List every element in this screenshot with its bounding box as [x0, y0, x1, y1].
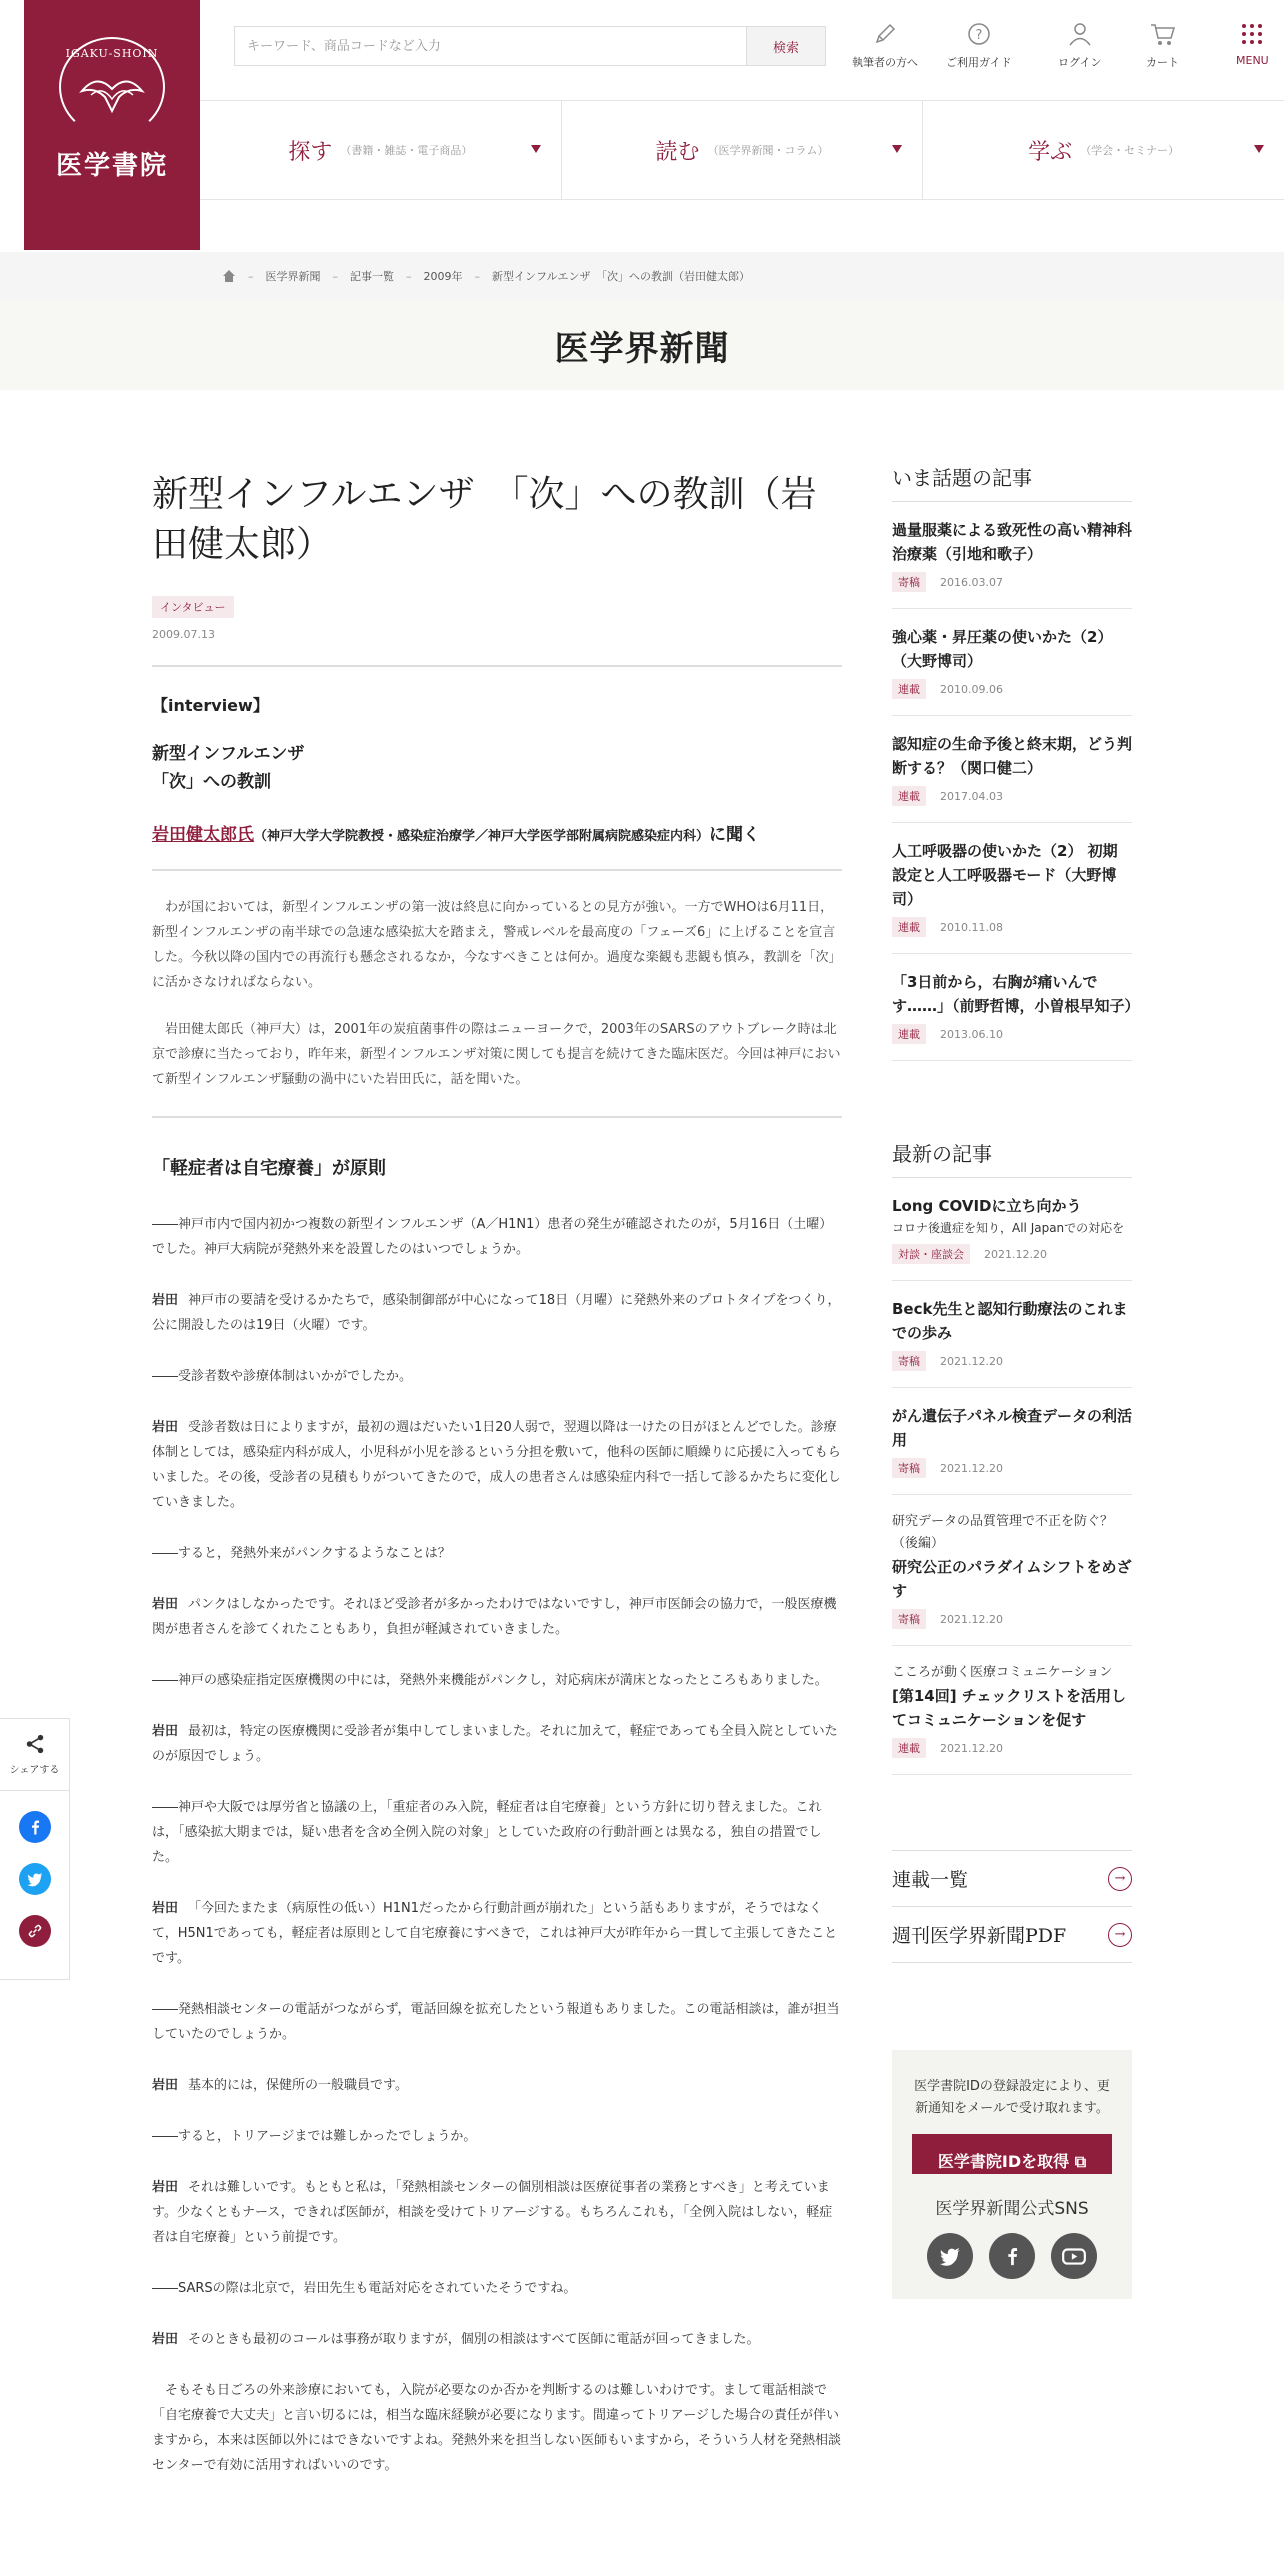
- speaker-label: 岩田: [152, 2332, 179, 2347]
- card-meta: [892, 679, 1132, 699]
- card-date: 2021.12.20: [940, 1461, 1003, 1475]
- speaker-label: 岩田: [152, 2078, 179, 2093]
- card-category: 連載: [892, 917, 926, 937]
- home-icon[interactable]: [222, 269, 236, 283]
- speaker-label: 岩田: [152, 1293, 179, 1308]
- question-paragraph: [152, 1364, 842, 1389]
- card-title: がん遺伝子パネル検査データの利活用: [892, 1407, 1133, 1449]
- card-category: 寄稿: [892, 1351, 926, 1371]
- article-subtitle-line: 「次」への教訓: [152, 772, 271, 792]
- article-subtitle-line: 新型インフルエンザ: [152, 744, 305, 764]
- card-category: 寄稿: [892, 1458, 926, 1478]
- paragraph-text: 神戸市の要請を受けるかたちで，感染制御部が中心になって18日（月曜）に発熱外来のプロトタイプをつくり，公に開設したのは19日（火曜）です。: [152, 1293, 841, 1333]
- question-paragraph: [152, 2124, 842, 2149]
- nav-search[interactable]: [200, 101, 562, 199]
- nav-search-label: 探す: [288, 139, 333, 165]
- body-paragraph: そもそも日ごろの外来診療においても，入院が必要なのか否かを判断するのは難しいわけです。まして電話相談で「自宅療養で大丈夫」と言い切るには，相当な臨床経験が必要になります。間違ってトリアージした場合の責任が伴いますから，本来は医師以外にはできないですよね。発熱外来を担当しない医師もいますから，そういう人材を発熱相談センターで有効に活用すればいいのです。: [152, 2383, 842, 2473]
- login-label: ログイン: [1058, 56, 1102, 69]
- answer-paragraph: [152, 2327, 842, 2352]
- answer-paragraph: [152, 2073, 842, 2098]
- answer-paragraph: [152, 1288, 842, 1338]
- svg-text:?: ?: [975, 28, 983, 43]
- logo-name: 医学書院: [55, 151, 168, 181]
- menu-button[interactable]: [1236, 20, 1269, 67]
- popular-heading: いま話題の記事: [892, 462, 1132, 502]
- card-date: 2021.12.20: [940, 1612, 1003, 1626]
- search-input[interactable]: [234, 26, 746, 66]
- guide-link[interactable]: [946, 20, 1012, 70]
- speaker-label: 岩田: [152, 2180, 179, 2195]
- card-date: 2010.11.08: [940, 920, 1003, 934]
- breadcrumb-item[interactable]: 2009年: [423, 270, 463, 283]
- site-logo[interactable]: [24, 0, 200, 250]
- article-card[interactable]: [892, 609, 1132, 716]
- card-date: 2016.03.07: [940, 575, 1003, 589]
- help-icon: [965, 20, 993, 48]
- card-meta: [892, 1609, 1132, 1629]
- section-band: [0, 300, 1284, 390]
- id-promo-text: 医学書院IDの登録設定により、更新通知をメールで受け取れます。: [914, 2079, 1110, 2116]
- breadcrumb-item[interactable]: 記事一覧: [350, 270, 394, 283]
- paragraph-text: そのときも最初のコールは事務が取りますが，個別の相談はすべて医師に電話が回ってきました。: [188, 2332, 760, 2347]
- card-date: 2013.06.10: [940, 1027, 1003, 1041]
- nav-learn-label: 学ぶ: [1028, 139, 1073, 165]
- sidebar-latest: [892, 1138, 1132, 1775]
- article-title: 新型インフルエンザ 「次」への教訓（岩田健太郎）: [152, 474, 817, 565]
- article-card[interactable]: [892, 1178, 1132, 1281]
- twitter-icon[interactable]: [927, 2233, 973, 2279]
- card-title: Beck先生と認知行動療法のこれまでの歩み: [892, 1300, 1128, 1342]
- series-list-label: 連載一覧: [892, 1869, 969, 1891]
- guide-label: ご利用ガイド: [946, 56, 1012, 69]
- copy-link-icon[interactable]: [19, 1915, 51, 1947]
- arrow-right-icon: →: [1108, 1867, 1132, 1891]
- article-tag[interactable]: インタビュー: [152, 596, 234, 618]
- nav-learn-sub: （学会・セミナー）: [1080, 144, 1180, 157]
- menu-label: MENU: [1236, 54, 1269, 67]
- card-title: Long COVIDに立ち向かう: [892, 1197, 1082, 1215]
- latest-heading: 最新の記事: [892, 1138, 1132, 1178]
- card-title: 過量服薬による致死性の高い精神科治療薬（引地和歌子）: [892, 521, 1133, 563]
- card-meta: [892, 1351, 1132, 1371]
- nav-read[interactable]: [562, 101, 924, 199]
- card-meta: [892, 917, 1132, 937]
- card-date: 2017.04.03: [940, 789, 1003, 803]
- article-body: [152, 1212, 842, 2352]
- pdf-label: 週刊医学界新聞PDF: [892, 1925, 1067, 1947]
- question-paragraph: [152, 1795, 842, 1870]
- card-series: こころが動く医療コミュニケーション: [892, 1665, 1113, 1680]
- paragraph-text: 最初は，特定の医療機関に受診者が集中してしまいました。それに加えて，軽症であっても全員入院としていたのが原因でしょう。: [152, 1724, 838, 1764]
- pdf-link[interactable]: [892, 1906, 1132, 1963]
- article-card[interactable]: [892, 1646, 1132, 1775]
- pen-icon: [871, 20, 899, 48]
- cart-icon: [1149, 20, 1177, 48]
- card-category: 連載: [892, 1738, 926, 1758]
- card-meta: [892, 1244, 1132, 1264]
- nav-read-sub: （医学界新聞・コラム）: [707, 144, 829, 157]
- logo-emblem-text: IGAKU-SHOIN: [65, 47, 159, 60]
- lead-paragraph: わが国においては，新型インフルエンザの第一波は終息に向かっているとの見方が強い。一方でWHOは6月11日，新型インフルエンザの南半球での急速な感染拡大を踏まえ，警戒レベルを最高度の「フェーズ6」に上げることを宣言した。今秋以降の国内での再流行も懸念されるなか，今なすべきことは何か。過度な楽観も悲観も慎み，教訓を「次」に活かさなければならない。: [152, 900, 842, 990]
- interviewee: [152, 820, 842, 845]
- card-title: 認知症の生命予後と終末期，どう判断する？（関口健二）: [892, 735, 1133, 777]
- arrow-right-icon: →: [1108, 1923, 1132, 1947]
- question-paragraph: [152, 1212, 842, 1262]
- article-card[interactable]: [892, 1495, 1132, 1646]
- card-meta: [892, 1458, 1132, 1478]
- nav-search-sub: （書籍・雑誌・電子商品）: [340, 144, 473, 157]
- breadcrumb-current: 新型インフルエンザ 「次」への教訓（岩田健太郎）: [492, 270, 751, 283]
- cart-link[interactable]: [1146, 20, 1179, 70]
- card-title: 「3日前から，右胸が痛いんです……」（前野哲博，小曽根早知子）: [892, 973, 1140, 1015]
- sns-icons: [912, 2233, 1112, 2279]
- card-meta: [892, 1024, 1132, 1044]
- speaker-label: 岩田: [152, 1724, 179, 1739]
- speaker-label: 岩田: [152, 1420, 179, 1435]
- card-title: [第14回] チェックリストを活用してコミュニケーションを促す: [892, 1687, 1127, 1729]
- share-icon: [24, 1733, 46, 1755]
- card-title: 強心薬・昇圧薬の使いかた（2）（大野博司）: [892, 628, 1113, 670]
- article-card[interactable]: [892, 954, 1140, 1061]
- divider: [152, 665, 842, 667]
- question-paragraph: [152, 2276, 842, 2301]
- card-meta: [892, 786, 1132, 806]
- paragraph-text: それは難しいです。もともと私は，「発熱相談センターの個別相談は医療従事者の業務とすべき」と考えています。少なくともナース，できれば医師が，相談を受けてトリアージする。もちろんこれも，「全例入院はしない，軽症者は自宅療養」という前提です。: [152, 2180, 833, 2245]
- article-card[interactable]: [892, 1388, 1132, 1495]
- article-card[interactable]: [892, 823, 1132, 954]
- answer-paragraph: [152, 1415, 842, 1515]
- sns-heading: 医学界新聞公式SNS: [935, 2199, 1089, 2219]
- article-card[interactable]: [892, 716, 1132, 823]
- question-paragraph: [152, 1541, 842, 1566]
- popular-list: [892, 502, 1140, 1061]
- paragraph-text: ――神戸の感染症指定医療機関の中には，発熱外来機能がパンクし，対応病床が満床となったところもありました。: [152, 1673, 828, 1688]
- article: [152, 470, 842, 2504]
- for-authors-link[interactable]: [852, 20, 918, 70]
- facebook-share-icon[interactable]: [19, 1811, 51, 1843]
- facebook-icon[interactable]: [989, 2233, 1035, 2279]
- card-title: 人工呼吸器の使いかた（2） 初期設定と人工呼吸器モード（大野博司）: [892, 842, 1118, 908]
- breadcrumb: – 医学界新聞 – 記事一覧 – 2009年 – 新型インフルエンザ 「次」への教訓（岩田健太郎）: [0, 252, 1284, 300]
- latest-list: [892, 1178, 1132, 1775]
- article-date: 2009.07.13: [152, 628, 215, 641]
- user-icon: [1066, 20, 1094, 48]
- answer-paragraph: [152, 1719, 842, 1769]
- paragraph-text: ――すると，発熱外来がパンクするようなことは？: [152, 1546, 451, 1561]
- article-card[interactable]: [892, 502, 1132, 609]
- share-bar: [0, 1718, 70, 1980]
- paragraph-text: ――神戸や大阪では厚労省と協議の上，「重症者のみ入院，軽症者は自宅療養」という方針に切り替えました。これは，「感染拡大期までは，疑い患者を含め全例入院の対象」としていた政府の行動計画とは異なる，独自の措置でした。: [152, 1800, 822, 1865]
- card-date: 2021.12.20: [940, 1354, 1003, 1368]
- section-heading: 「軽症者は自宅療養」が原則: [152, 1158, 386, 1179]
- article-card[interactable]: [892, 1281, 1132, 1388]
- nav-read-label: 読む: [655, 139, 700, 165]
- paragraph-text: ――受診者数や診療体制はいかがでしたか。: [152, 1369, 413, 1384]
- paragraph-text: パンクはしなかったです。それほど受診者が多かったわけではないですし，神戸市医師会の協力で，一般医療機関が患者さんを診てくれたこともあり，負担が軽減されていきました。: [152, 1597, 837, 1637]
- bird-emblem-icon: [77, 71, 147, 117]
- speaker-label: 岩田: [152, 1597, 179, 1612]
- interviewee-name-link[interactable]: 岩田健太郎氏: [152, 825, 254, 845]
- share-label: シェアする: [9, 1765, 60, 1776]
- get-id-label: 医学書院IDを取得: [937, 2152, 1070, 2171]
- card-category: 連載: [892, 679, 926, 699]
- card-date: 2021.12.20: [940, 1741, 1003, 1755]
- paragraph-text: 受診者数は日によりますが，最初の週はだいたい1日20人弱で，翌週以降は一けたの日がほとんどでした。診療体制としては，感染症内科が成人，小児科が小児を診るという分担を敷いて，他科の医師に順繰りに応援に入ってもらいました。その後，受診者の見積もりがついてきたので，成人の患者さんは感染症内科で一括して診るかたちに変化していきました。: [152, 1420, 841, 1510]
- paragraph-text: ――神戸市内で国内初かつ複数の新型インフルエンザ（A／H1N1）患者の発生が確認されたのが，5月16日（土曜）でした。神戸大病院が発熱外来を設置したのはいつでしょうか。: [152, 1217, 833, 1257]
- card-category: 連載: [892, 1024, 926, 1044]
- interviewee-tail: に聞く: [709, 825, 761, 845]
- caret-down-icon: [531, 145, 541, 153]
- article-subtitle: [152, 740, 842, 796]
- question-paragraph: [152, 1668, 842, 1693]
- speaker-label: 岩田: [152, 1901, 179, 1916]
- sns-box: [892, 2174, 1132, 2299]
- paragraph-text: ――発熱相談センターの電話がつながらず，電話回線を拡充したという報道もありました。この電話相談は，誰が担当していたのでしょうか。: [152, 2002, 840, 2042]
- caret-down-icon: [892, 145, 902, 153]
- lead-paragraph: 岩田健太郎氏（神戸大）は，2001年の炭疽菌事件の際はニューヨークで，2003年のSARSのアウトブレーク時は北京で診療に当たっており，昨年来，新型インフルエンザ対策に関しても提言を続けてきた臨床医だ。今回は神戸において新型インフルエンザ騒動の渦中にいた岩田氏に，話を聞いた。: [152, 1022, 841, 1087]
- divider: [152, 869, 842, 871]
- divider: [152, 1116, 842, 1118]
- cart-label: カート: [1146, 56, 1179, 69]
- card-category: 連載: [892, 786, 926, 806]
- answer-paragraph: [152, 1592, 842, 1642]
- search-button[interactable]: 検索: [746, 26, 826, 66]
- youtube-icon[interactable]: [1051, 2233, 1097, 2279]
- card-category: 寄稿: [892, 1609, 926, 1629]
- paragraph-text: ――すると，トリアージまでは難しかったでしょうか。: [152, 2129, 477, 2144]
- answer-paragraph: [152, 2175, 842, 2250]
- card-category: 寄稿: [892, 572, 926, 592]
- question-paragraph: [152, 1997, 842, 2047]
- for-authors-label: 執筆者の方へ: [852, 56, 918, 69]
- external-link-icon: ⧉: [1074, 2152, 1087, 2171]
- nav-learn[interactable]: [923, 101, 1284, 199]
- section-title: 医学界新聞: [554, 328, 730, 369]
- answer-paragraph: [152, 1896, 842, 1971]
- menu-dots-icon: [1238, 20, 1266, 48]
- paragraph-text: 基本的には，保健所の一般職員です。: [188, 2078, 408, 2093]
- sidebar-popular: [892, 462, 1140, 1061]
- card-category: 対談・座談会: [892, 1244, 970, 1264]
- search-bar: [234, 26, 826, 66]
- series-list-link[interactable]: [892, 1850, 1132, 1906]
- login-link[interactable]: [1058, 20, 1101, 70]
- card-date: 2021.12.20: [984, 1247, 1047, 1261]
- logo-emblem: [53, 37, 171, 137]
- card-subtitle: コロナ後遺症を知り，All Japanでの対応を: [892, 1221, 1125, 1235]
- paragraph-text: 「今回たまたま（病原性の低い）H1N1だったから行動計画が崩れた」という話もありますが，そうではなくて，H5N1であっても，軽症者は原則として自宅療養にすべきで，これは神戸大が昨年から一貫して主張してきたことです。: [152, 1901, 838, 1966]
- interviewee-affiliation: （神戸大学大学院教授・感染症治療学／神戸大学医学部附属病院感染症内科）: [254, 829, 710, 844]
- sidebar-links: [892, 1850, 1132, 1963]
- card-series: 研究データの品質管理で不正を防ぐ？（後編）: [892, 1514, 1114, 1551]
- caret-down-icon: [1254, 145, 1264, 153]
- article-label: 【interview】: [152, 696, 269, 715]
- card-meta: [892, 1738, 1132, 1758]
- twitter-share-icon[interactable]: [19, 1863, 51, 1895]
- card-title: 研究公正のパラダイムシフトをめざす: [892, 1558, 1132, 1600]
- breadcrumb-item[interactable]: 医学界新聞: [265, 270, 321, 283]
- share-toggle[interactable]: [0, 1719, 69, 1791]
- card-meta: [892, 572, 1132, 592]
- card-date: 2010.09.06: [940, 682, 1003, 696]
- paragraph-text: ――SARSの際は北京で，岩田先生も電話対応をされていたそうですね。: [152, 2281, 577, 2296]
- main-nav: [200, 100, 1284, 200]
